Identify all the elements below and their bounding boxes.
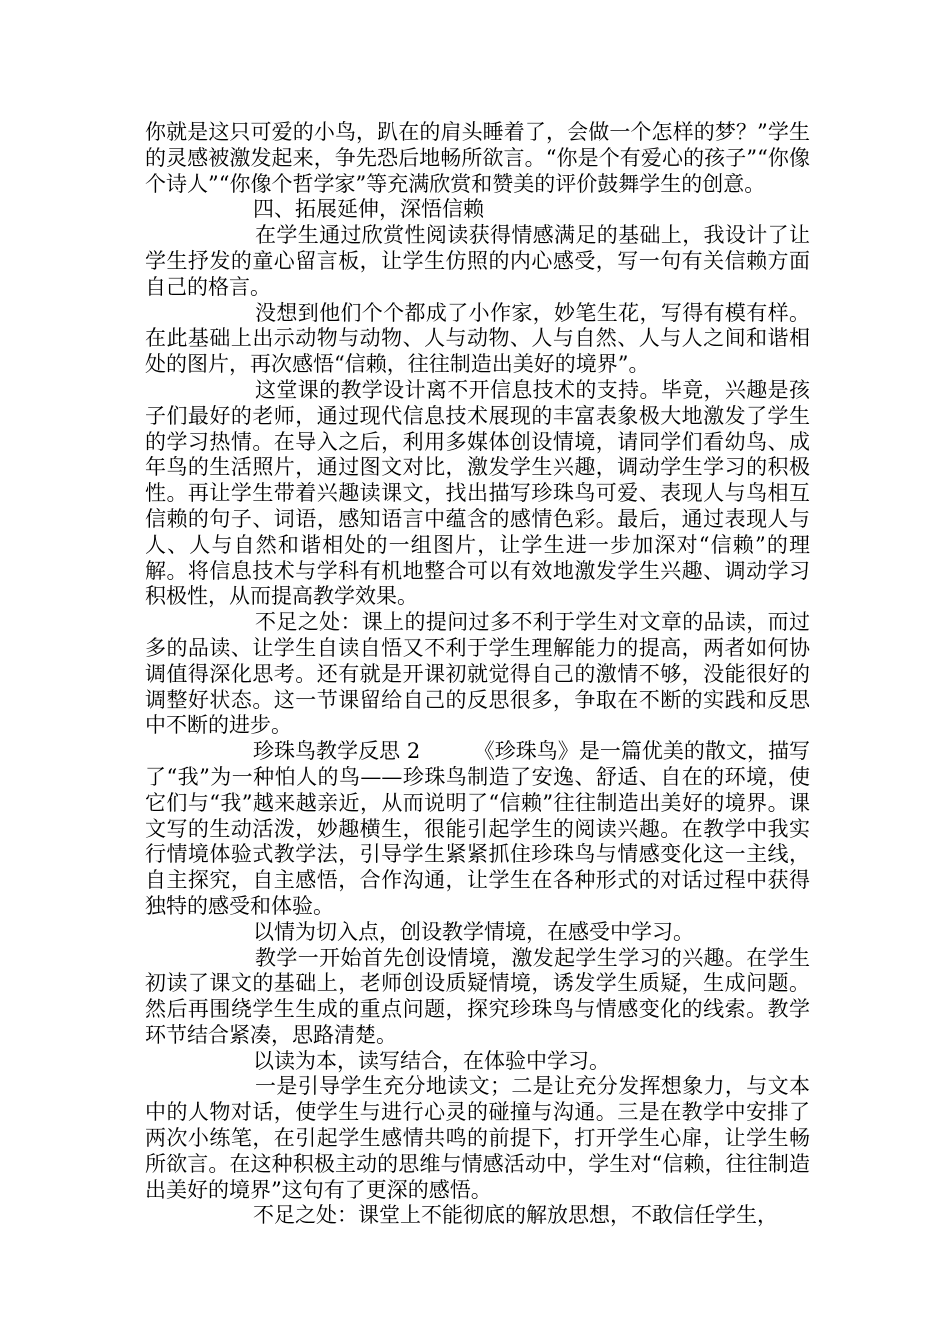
body-paragraph: 教学一开始首先创设情境，激发起学生学习的兴趣。在学生初读了课文的基础上，老师创设质疑情境，诱发学生质疑，生成问题。然后再围绕学生生成的重点问题，探究珍珠鸟与情感变化的线索。教学环节结合紧凑，思路清楚。 xyxy=(145,945,810,1047)
body-paragraph: 你就是这只可爱的小鸟，趴在的肩头睡着了，会做一个怎样的梦？”学生的灵感被激发起来，争先恐后地畅所欲言。“你是个有爱心的孩子”“你像个诗人”“你像个哲学家”等充满欣赏和赞美的评价鼓舞学生的创意。 xyxy=(145,120,810,196)
section-heading: 以情为切入点，创设教学情境，在感受中学习。 xyxy=(253,919,694,944)
section-heading: 以读为本，读写结合，在体验中学习。 xyxy=(253,1048,610,1073)
body-paragraph: 没想到他们个个都成了小作家，妙笔生花，写得有模有样。在此基础上出示动物与动物、人与动物、人与自然、人与人之间和谐相处的图片，再次感悟“信赖，往往制造出美好的境界”。 xyxy=(145,300,810,377)
body-paragraph: 在学生通过欣赏性阅读获得情感满足的基础上，我设计了让学生抒发的童心留言板，让学生仿照的内心感受，写一句有关信赖方面自己的格言。 xyxy=(145,223,810,299)
inline-article-title: 珍珠鸟教学反思 2 xyxy=(253,739,421,764)
section-heading: 四、拓展延伸，深悟信赖 xyxy=(253,197,484,222)
body-paragraph xyxy=(145,739,810,920)
body-paragraph: 一是引导学生充分地读文；二是让充分发挥想象力，与文本中的人物对话，使学生与进行心灵的碰撞与沟通。三是在教学中安排了两次小练笔，在引起学生感情共鸣的前提下，打开学生心扉，让学生畅所欲言。在这种积极主动的思维与情感活动中，学生对“信赖，往往制造出美好的境界”这句有了更深的感悟。 xyxy=(145,1074,810,1202)
document-page xyxy=(145,120,810,1229)
body-paragraph: 不足之处：课上的提问过多不利于学生对文章的品读，而过多的品读、让学生自读自悟又不利于学生理解能力的提高，两者如何协调值得深化思考。还有就是开课初就觉得自己的激情不够，没能很好的调整好状态。这一节课留给自己的反思很多，争取在不断的实践和反思中不断的进步。 xyxy=(145,610,810,738)
body-paragraph: 不足之处：课堂上不能彻底的解放思想，不敢信任学生， xyxy=(253,1203,778,1228)
body-text: 《珍珠鸟》是一篇优美的散文，描写了“我”为一种怕人的鸟——珍珠鸟制造了安逸、舒适、自在的环境，使它们与“我”越来越亲近，从而说明了“信赖”往往制造出美好的境界。课文写的生动活泼，妙趣横生，很能引起学生的阅读兴趣。在教学中我实行情境体验式教学法，引导学生紧紧抓住珍珠鸟与情感变化这一主线，自主探究，自主感悟，合作沟通，让学生在各种形式的对话过程中获得独特的感受和体验。 xyxy=(145,739,810,918)
title-gap xyxy=(420,739,474,763)
body-paragraph: 这堂课的教学设计离不开信息技术的支持。毕竟，兴趣是孩子们最好的老师，通过现代信息技术展现的丰富表象极大地激发了学生的学习热情。在导入之后，利用多媒体创设情境，请同学们看幼鸟、成年鸟的生活照片，通过图文对比，激发学生兴趣，调动学生学习的积极性。再让学生带着兴趣读课文，找出描写珍珠鸟可爱、表现人与鸟相互信赖的句子、词语，感知语言中蕴含的感情色彩。最后，通过表现人与人、人与自然和谐相处的一组图片，让学生进一步加深对“信赖”的理解。将信息技术与学科有机地整合可以有效地激发学生兴趣、调动学习积极性，从而提高教学效果。 xyxy=(145,377,810,609)
